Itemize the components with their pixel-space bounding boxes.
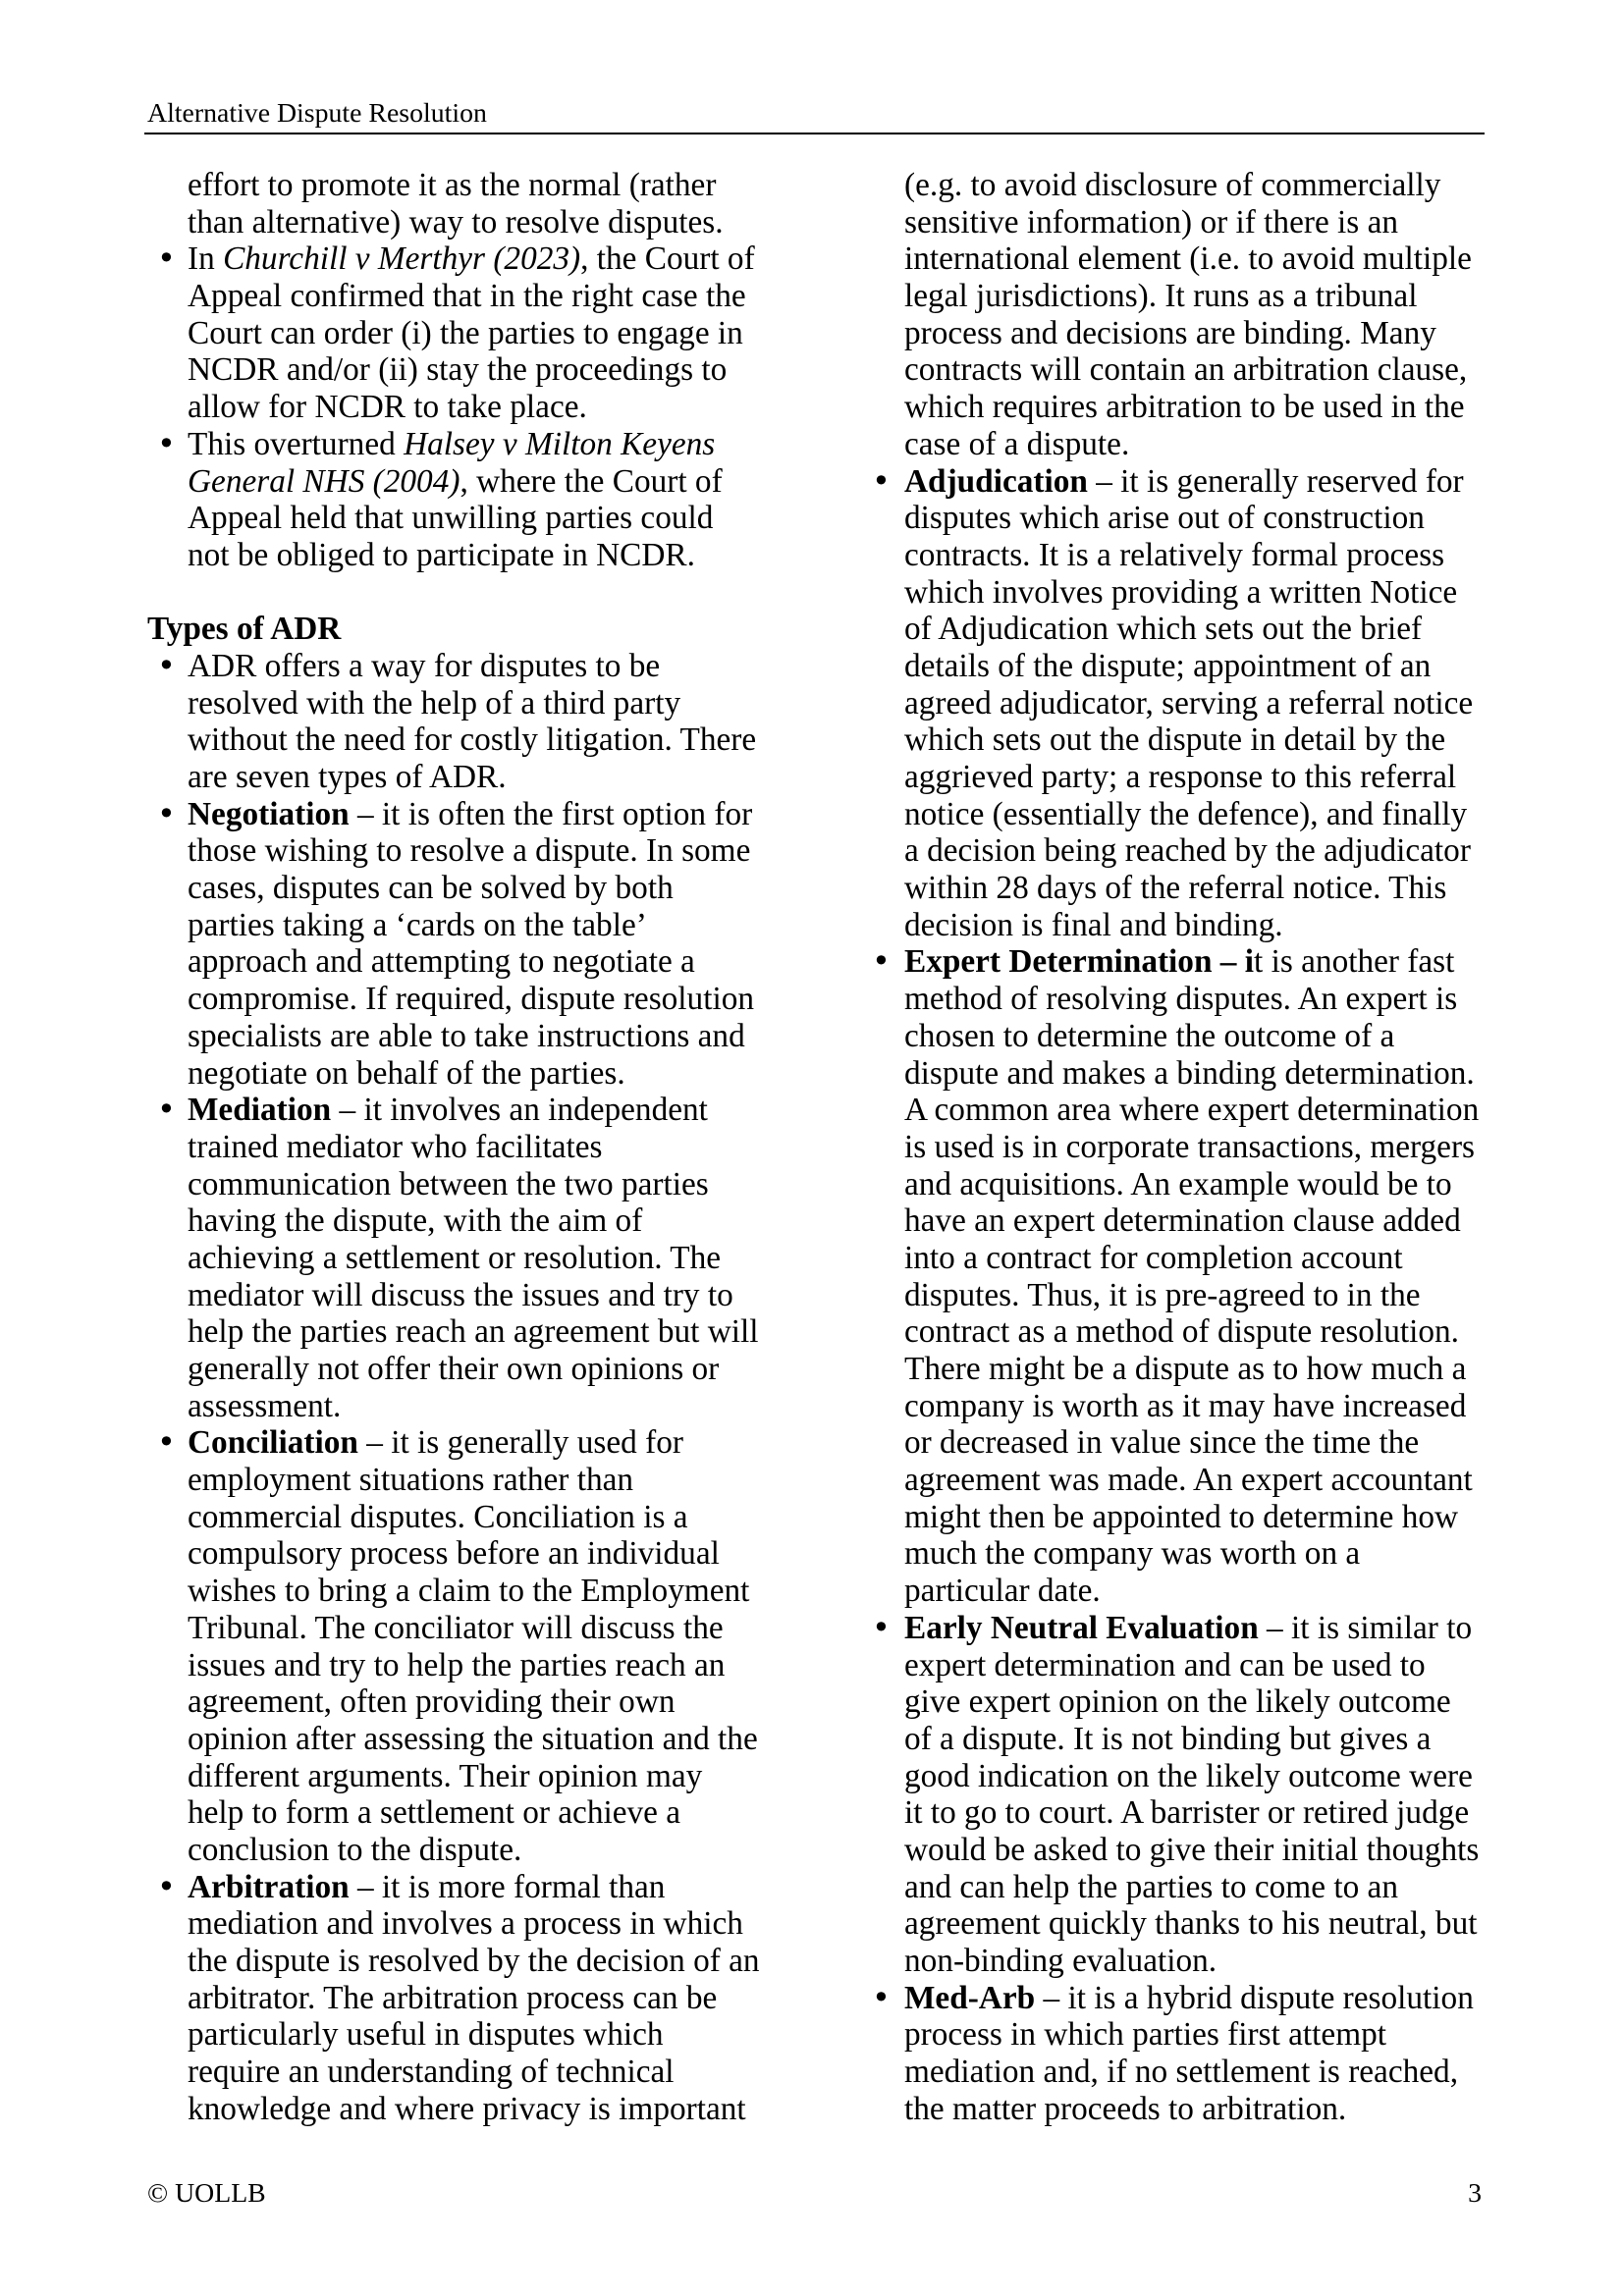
text-line	[904, 943, 1551, 981]
text-line: details of the dispute; appointment of an	[904, 647, 1432, 684]
text-line: knowledge and where privacy is important	[188, 2090, 746, 2127]
text-line: wishes to bring a claim to the Employment	[188, 1573, 750, 1610]
text-line: aggrieved party; a response to this referral	[904, 759, 1457, 795]
bullet-item	[147, 240, 854, 425]
text-line: company is worth as it may have increased	[904, 1387, 1467, 1424]
term-label: Adjudication	[904, 462, 1088, 500]
text-line: dispute and makes a binding determination.	[904, 1054, 1475, 1092]
text-line: process and decisions are binding. Many	[904, 314, 1436, 351]
text-line: allow for NCDR to take place.	[188, 389, 587, 426]
text-line: Court can order (i) the parties to engage in	[188, 314, 743, 351]
term-label: Expert Determination – i	[904, 943, 1255, 981]
text-line	[188, 463, 854, 501]
text-line: Appeal confirmed that in the right case the	[188, 278, 746, 315]
text-line: notice (essentially the defence), and finally	[904, 795, 1468, 832]
text-line: good indication on the likely outcome were	[904, 1757, 1473, 1794]
text-run: – it is generally used for	[357, 1424, 683, 1462]
text-line: commercial disputes. Conciliation is a	[188, 1498, 688, 1535]
text-line: different arguments. Their opinion may	[188, 1757, 703, 1794]
bullet-icon: •	[157, 1867, 176, 1905]
bullet-item	[864, 943, 1551, 1609]
bullet-icon: •	[157, 794, 176, 832]
text-line: require an understanding of technical	[188, 2054, 675, 2091]
bullet-icon: •	[872, 461, 891, 500]
term-label: Conciliation	[188, 1424, 358, 1462]
continued-paragraph	[147, 167, 854, 240]
text-line: which requires arbitration to be used in the	[904, 389, 1465, 426]
bullet-list	[147, 648, 854, 2128]
text-line: employment situations rather than	[188, 1462, 634, 1499]
text-line	[188, 240, 854, 278]
text-line: the dispute is resolved by the decision of an	[188, 1943, 760, 1979]
text-line: disputes. Thus, it is pre-agreed to in the	[904, 1276, 1421, 1313]
text-line: communication between the two parties	[188, 1165, 709, 1202]
text-line: legal jurisdictions). It runs as a tribunal	[904, 278, 1418, 315]
text-line: contract as a method of dispute resolution.	[904, 1313, 1459, 1351]
bullet-icon: •	[872, 942, 891, 981]
text-line: Tribunal. The conciliator will discuss the	[188, 1609, 724, 1646]
text-line: it to go to court. A barrister or retired judge	[904, 1794, 1470, 1832]
text-line: expert determination and can be used to	[904, 1646, 1426, 1683]
text-line: cases, disputes can be solved by both	[188, 870, 674, 907]
running-header	[147, 98, 487, 130]
text-line: particular date.	[904, 1573, 1101, 1610]
section-heading: Types of ADR	[147, 611, 342, 648]
text-line: into a contract for completion account	[904, 1239, 1403, 1276]
text-run: – it is generally reserved for	[1087, 462, 1464, 500]
text-line: which involves providing a written Notice	[904, 573, 1458, 611]
case-citation: Halsey v Milton Keyens	[404, 425, 716, 462]
term-label: Med-Arb	[904, 1979, 1036, 2016]
term-label: Mediation	[188, 1092, 332, 1129]
text-line: agreement quickly thanks to his neutral, but	[904, 1905, 1478, 1943]
page-number: 3	[1468, 2178, 1482, 2209]
text-run: – it is similar to	[1258, 1609, 1473, 1646]
case-citation: General NHS (2004)	[188, 462, 460, 500]
bullet-item	[864, 1980, 1551, 2128]
text-run: – it is a hybrid dispute resolution	[1035, 1979, 1474, 2016]
case-citation: Churchill v Merthyr (2023)	[223, 240, 581, 278]
bullet-icon: •	[872, 1978, 891, 2016]
text-line: Appeal held that unwilling parties could	[188, 500, 714, 537]
continued-paragraph	[864, 167, 1551, 463]
bullet-item	[864, 1610, 1551, 1980]
term-label: Arbitration	[188, 1868, 350, 1905]
footer-copyright: © UOLLB	[147, 2178, 266, 2209]
text-line: within 28 days of the referral notice. This	[904, 870, 1447, 907]
text-line: negotiate on behalf of the parties.	[188, 1054, 625, 1092]
text-line: which sets out the dispute in detail by the	[904, 721, 1446, 759]
text-line: mediation and involves a process in which	[188, 1905, 743, 1943]
bullet-item	[864, 463, 1551, 944]
text-line: chosen to determine the outcome of a	[904, 1017, 1395, 1054]
text-line: help to form a settlement or achieve a	[188, 1794, 681, 1832]
text-line: contracts will contain an arbitration clause,	[904, 351, 1468, 389]
text-line: agreed adjudicator, serving a referral notice	[904, 684, 1474, 721]
text-line: mediation and, if no settlement is reached,	[904, 2054, 1459, 2091]
text-line: NCDR and/or (ii) stay the proceedings to	[188, 351, 728, 389]
text-line	[904, 1610, 1551, 1647]
text-line: A common area where expert determination	[904, 1092, 1480, 1129]
text-line: much the company was worth on a	[904, 1535, 1361, 1573]
text-line: opinion after assessing the situation and the	[188, 1720, 758, 1757]
bullet-item	[147, 426, 854, 574]
text-line: might then be appointed to determine how	[904, 1498, 1459, 1535]
bullet-item	[147, 648, 854, 796]
text-line	[904, 463, 1551, 501]
text-line: ADR offers a way for disputes to be	[188, 647, 661, 684]
text-line: of Adjudication which sets out the brief	[904, 611, 1423, 648]
text-line: international element (i.e. to avoid multiple	[904, 240, 1472, 278]
text-line: would be asked to give their initial thoughts	[904, 1831, 1480, 1868]
text-line: particularly useful in disputes which	[188, 2016, 664, 2054]
text-line: assessment.	[188, 1387, 342, 1424]
text-line: process in which parties first attempt	[904, 2016, 1386, 2054]
text-line: issues and try to help the parties reach an	[188, 1646, 726, 1683]
bullet-icon: •	[157, 1091, 176, 1129]
text-line: (e.g. to avoid disclosure of commercially	[904, 167, 1441, 203]
text-line: resolved with the help of a third party	[188, 684, 681, 721]
text-line: or decreased in value since the time the	[904, 1424, 1420, 1462]
text-line: compulsory process before an individual	[188, 1535, 720, 1573]
text-line: than alternative) way to resolve disputes.	[188, 203, 724, 240]
text-run: t is another fast	[1254, 943, 1455, 981]
bullet-list	[864, 463, 1551, 2128]
text-run: In	[188, 240, 224, 278]
text-line: and acquisitions. An example would be to	[904, 1165, 1452, 1202]
text-line: approach and attempting to negotiate a	[188, 943, 695, 981]
bullet-icon: •	[872, 1608, 891, 1646]
text-line: generally not offer their own opinions or	[188, 1351, 720, 1387]
term-label: Negotiation	[188, 795, 350, 832]
text-line: not be obliged to participate in NCDR.	[188, 536, 695, 573]
text-run: , the Court of	[580, 240, 755, 278]
bullet-icon: •	[157, 1423, 176, 1462]
left-column	[147, 167, 854, 2127]
text-run: , where the Court of	[460, 462, 723, 500]
text-line: give expert opinion on the likely outcome	[904, 1683, 1451, 1721]
text-line: a decision being reached by the adjudicator	[904, 832, 1471, 870]
text-line: sensitive information) or if there is an	[904, 203, 1399, 240]
text-line: without the need for costly litigation. There	[188, 721, 757, 759]
text-line: of a dispute. It is not binding but gives a	[904, 1720, 1432, 1757]
text-line: the matter proceeds to arbitration.	[904, 2090, 1347, 2127]
header-divider	[144, 133, 1485, 134]
term-label: Early Neutral Evaluation	[904, 1609, 1259, 1646]
text-line: having the dispute, with the aim of	[188, 1202, 643, 1240]
bullet-item	[147, 1092, 854, 1424]
text-line	[188, 796, 854, 833]
bullet-list	[147, 240, 854, 573]
bullet-icon: •	[157, 240, 176, 278]
bullet-item	[147, 1869, 854, 2128]
text-line: method of resolving disputes. An expert is	[904, 981, 1458, 1018]
bullet-icon: •	[157, 646, 176, 684]
bullet-item	[147, 1424, 854, 1868]
text-line: and can help the parties to come to an	[904, 1868, 1398, 1905]
text-line: arbitrator. The arbitration process can be	[188, 1979, 718, 2016]
text-line: contracts. It is a relatively formal process	[904, 536, 1445, 573]
header-title: Alternative Dispute Resolution	[147, 98, 487, 129]
text-line: help the parties reach an agreement but will	[188, 1313, 759, 1351]
text-line: those wishing to resolve a dispute. In some	[188, 832, 751, 870]
text-line: conclusion to the dispute.	[188, 1831, 522, 1868]
text-run: – it involves an independent	[331, 1092, 708, 1129]
text-line: effort to promote it as the normal (rather	[188, 167, 717, 203]
text-line	[904, 1980, 1551, 2017]
text-line: achieving a settlement or resolution. The	[188, 1239, 722, 1276]
text-line	[188, 426, 854, 463]
text-line: disputes which arise out of construction	[904, 500, 1425, 537]
text-line	[188, 1424, 854, 1462]
text-line: There might be a dispute as to how much a	[904, 1351, 1467, 1387]
right-column	[864, 167, 1551, 2127]
text-line: case of a dispute.	[904, 425, 1130, 462]
text-line: agreement, often providing their own	[188, 1683, 676, 1721]
text-line	[188, 1092, 854, 1129]
text-line: agreement was made. An expert accountant	[904, 1462, 1473, 1499]
text-line: compromise. If required, dispute resolution	[188, 981, 755, 1018]
text-line: are seven types of ADR.	[188, 759, 507, 795]
text-line: non-binding evaluation.	[904, 1943, 1217, 1979]
text-line: have an expert determination clause added	[904, 1202, 1461, 1240]
bullet-icon: •	[157, 424, 176, 462]
text-line	[188, 1869, 854, 1906]
text-line: mediator will discuss the issues and try to	[188, 1276, 733, 1313]
text-line: trained mediator who facilitates	[188, 1128, 603, 1165]
text-line: decision is final and binding.	[904, 906, 1283, 943]
bullet-item	[147, 796, 854, 1093]
text-line: specialists are able to take instructions and	[188, 1017, 745, 1054]
text-run: This overturned	[188, 425, 405, 462]
text-run: – it is often the first option for	[349, 795, 753, 832]
text-run: – it is more formal than	[349, 1868, 666, 1905]
text-line: parties taking a ‘cards on the table’	[188, 906, 647, 943]
text-line: is used is in corporate transactions, mergers	[904, 1128, 1476, 1165]
